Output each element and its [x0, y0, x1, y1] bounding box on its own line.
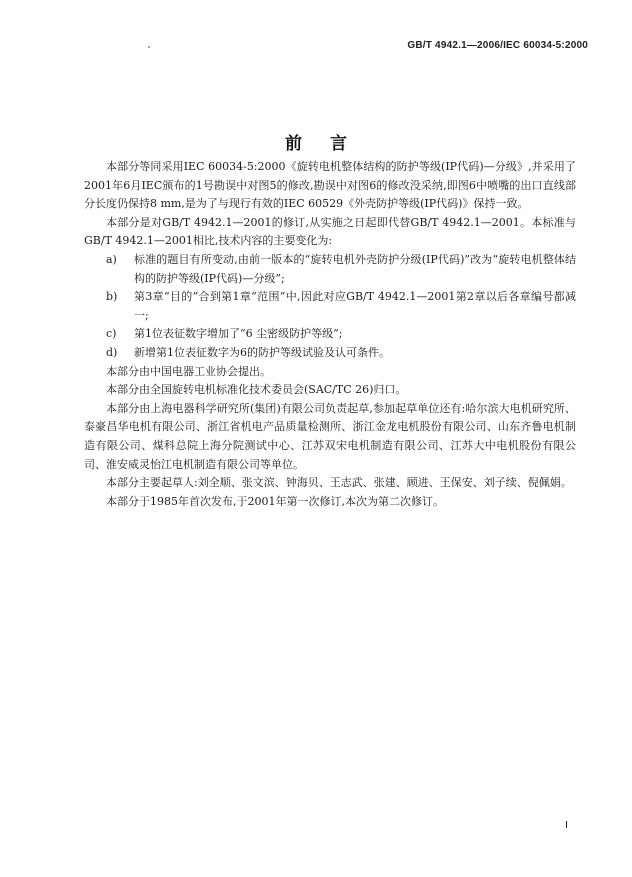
- list-item: [106, 251, 576, 288]
- list-item: [106, 344, 576, 363]
- list-item-text: 新增第1位表征数字为6的防护等级试验及认可条件。: [134, 345, 390, 359]
- list-item-text: 第3章“目的”合到第1章“范围”中,因此对应GB/T 4942.1—2001第2章以后各章编号都减一;: [134, 290, 576, 322]
- list-item: [106, 325, 576, 344]
- list-item-label: a): [106, 252, 117, 266]
- paragraph-drafting-units: 本部分由上海电器科学研究所(集团)有限公司负责起草,参加起草单位还有:哈尔滨大电机研究所、泰豪昌华电机有限公司、浙江省机电产品质量检测所、浙江金龙电机股份有限公司、山东齐鲁电机制造有限公司、煤科总院上海分院测试中心、江苏双宋电机制造有限公司、江苏大中电机股份有限公司、淮安威灵怡江电机制造有限公司等单位。: [84, 401, 576, 471]
- paragraph-adoption: 本部分等同采用IEC 60034-5:2000《旋转电机整体结构的防护等级(IP代码)—分级》,并采用了2001年6月IEC颁布的1号勘误中对图5的修改,勘误中对图6的修改没采纳,即图6中喷嘴的出口直线部分长度仍保持8 mm,是为了与现行有效的IEC 60529《外壳防护等级(IP代码)》保持一致。: [84, 160, 576, 211]
- list-item-label: d): [106, 345, 118, 359]
- paragraph-revision: 本部分是对GB/T 4942.1—2001的修订,从实施之日起即代替GB/T 4942.1—2001。本标准与GB/T 4942.1—2001相比,技术内容的主要变化为:: [84, 215, 576, 248]
- list-item: [106, 288, 576, 325]
- list-item-text: 第1位表征数字增加了“6 尘密级防护等级”;: [134, 327, 343, 341]
- list-item-label: b): [106, 290, 118, 304]
- changes-list: [84, 251, 576, 363]
- list-item-text: 标准的题目有所变动,由前一版本的“旋转电机外壳防护分级(IP代码)”改为“旋转电机整体结构的防护等级(IP代码)—分级”;: [134, 252, 576, 285]
- foreword-body: [84, 158, 576, 511]
- scan-speck: [148, 46, 150, 48]
- paragraph-drafters: 本部分主要起草人:刘全顺、张文滨、钟海贝、王志武、张建、顾进、王保安、刘子续、倪佩娟。: [106, 476, 572, 490]
- paragraph-responsible-committee: 本部分由全国旋转电机标准化技术委员会(SAC/TC 26)归口。: [106, 383, 407, 397]
- paragraph-history: 本部分于1985年首次发布,于2001年第一次修订,本次为第二次修订。: [106, 494, 444, 508]
- section-title: 前言: [285, 134, 375, 154]
- paragraph-proposer: 本部分由中国电器工业协会提出。: [106, 364, 271, 378]
- standard-code-header: GB/T 4942.1—2006/IEC 60034-5:2000: [407, 40, 588, 51]
- page-number: I: [565, 820, 568, 831]
- list-item-label: c): [106, 327, 117, 341]
